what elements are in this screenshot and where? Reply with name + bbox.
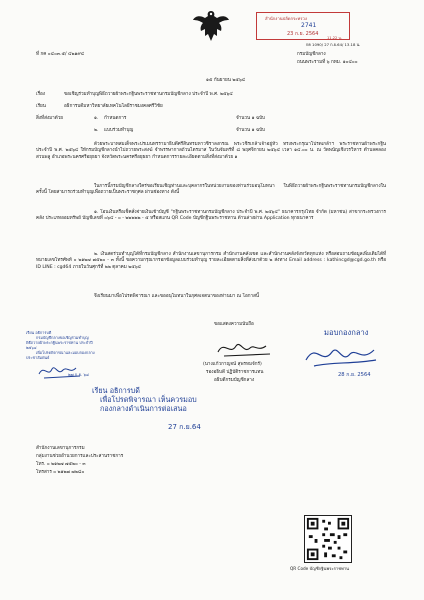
subject-text: ขอเชิญร่วมทำบุญพิธีถวายผ้าพระกฐินพระราชทานกรมบัญชีกลาง ประจำปี พ.ศ. ๒๕๖๔ <box>64 92 233 97</box>
letter-date: ๑๕ กันยายน ๒๕๖๔ <box>206 78 246 83</box>
enclosure-2-name: แบบร่วมทำบุญ <box>104 128 134 133</box>
stamp-extra: กค 1090/ 27 ก.ย.64/ 13.18 น. <box>306 42 361 47</box>
footer-dept: สำนักงานเลขานุการกรม <box>36 446 85 451</box>
body-paragraph-3: ๑. โอนเงินหรือเช็คสั่งจ่ายเงินเข้าบัญชี "กฐินพระราชทานกรมบัญชีกลาง ประจำปี พ.ศ. ๒๕๖๔" ธนาคารกรุงไทย จำกัด (มหาชน) สาขากระทรวงการคลัง ประเภทออมทรัพย์ บัญชีเลขที่ ๐๖๔ - ๐ - ๒๒๒๒๒ - ๕ หรือสแกน QR Code บัญชีกฐินพระราชทาน ด้านล่างผ่าน Application ทุกธนาคาร <box>36 210 386 222</box>
footer-fax: โทรสาร ๐ ๒๑๒๗ ๗๒๘๐ <box>36 470 85 475</box>
right-annotation-text: มอบกองกลาง <box>324 328 369 337</box>
qr-caption: QR Code บัญชีกฐินพระราชทาน <box>290 566 350 571</box>
enclosure-1-qty: จำนวน ๑ ฉบับ <box>236 116 265 121</box>
approval-note <box>92 386 252 413</box>
body-paragraph-5: จึงเรียนมาเพื่อโปรดพิจารณา และขออนุโมทนาในกุศลเจตนาของท่านมา ณ โอกาสนี้ <box>94 294 260 299</box>
left-note-line: กรมบัญชีกลางขอเชิญร่วมทำบุญ <box>36 335 89 340</box>
body-paragraph-2: ในการนี้กรมบัญชีกลางใคร่ขอเรียนเชิญท่านและบุคลากรในหน่วยงานของท่านร่วมอนุโมทนา ในพิธีถวายผ้าพระกฐินพระราชทานกรมบัญชีกลางในครั้งนี้ โดยสามารถร่วมทำบุญเพื่อถวายเป็นพระราชกุศล ผ่านช่องทาง ดังนี้ <box>36 184 386 196</box>
approval-line-3: กองกลางดำเนินการต่อเสนอ <box>100 404 187 413</box>
recipient-label: เรียน <box>36 104 46 109</box>
signer-title-1: รองอธิบดี ปฏิบัติราชการแทน <box>206 370 264 375</box>
body-paragraph-4: ๒. เงินสดร่วมทำบุญได้ที่กรมบัญชีกลาง สำนักงานเลขานุการกรม สำนักงานคลังเขต และสำนักงานคลังจังหวัดทุกแห่ง หรือสอบถามข้อมูลเพิ่มเติมได้ที่หมายเลขโทรศัพท์ ๐ ๒๑๒๗ ๗๕๒๐ - ๓ ทั้งนี้ ขอความกรุณากรอกข้อมูลแบบร่วมทำบุญ รายละเอียดตามสิ่งที่ส่งมาด้วย ๒ ส่งทาง Email address : kathincgd@cgd.go.th หรือ ID LINE : cgd64 ภายในวันศุกร์ที่ ๒๒ ตุลาคม ๒๕๖๔ <box>36 252 386 270</box>
left-note-line: เพื่อโปรดพิจารณาและมอบกองกลาง <box>36 350 95 355</box>
left-note-date: ๒๗ ก.ย. ๖๔ <box>68 372 90 377</box>
approval-line-2: เพื่อโปรดพิจารณา เห็นควรมอบ <box>100 395 197 404</box>
sender-org: กรมบัญชีกลาง <box>297 52 326 57</box>
enclosure-2-qty: จำนวน ๑ ฉบับ <box>236 128 265 133</box>
approval-line-1: เรียน อธิการบดี <box>92 386 140 395</box>
left-note-line: ๒๕๖๔ <box>26 345 37 350</box>
right-annotation-signature <box>302 340 380 370</box>
sender-address: ถนนพระรามที่ ๖ กทม. ๑๐๔๐๐ <box>297 60 358 65</box>
approval-date: 27 ก.ย.64 <box>168 423 201 431</box>
signer-title-2: อธิบดีกรมบัญชีกลาง <box>214 378 255 383</box>
left-note-line: ประชาสัมพันธ์ <box>26 355 50 360</box>
footer-tel: โทร. ๐ ๒๑๒๗ ๗๕๒๐ - ๓ <box>36 462 86 467</box>
stamp-number: 2741 <box>301 22 317 29</box>
left-annotation <box>26 330 146 360</box>
left-note-line: เรียน อธิการบดี <box>26 330 52 335</box>
enclosure-2-num: ๒. <box>94 128 99 133</box>
received-stamp <box>256 12 350 40</box>
stamp-date: 23 ก.ย. 2564 <box>287 31 319 37</box>
subject-label: เรื่อง <box>36 92 46 97</box>
qr-code-icon <box>304 515 352 563</box>
garuda-emblem-icon <box>191 8 231 44</box>
recipient-text: อธิการบดีมหาวิทยาลัยเทคโนโลยีราชมงคลศรีวิชัย <box>64 104 163 109</box>
enclosure-1-name: กำหนดการ <box>104 116 127 121</box>
signer-signature <box>214 336 274 360</box>
enclosure-1-num: ๑. <box>94 116 99 121</box>
footer-group: กลุ่มงานช่วยอำนวยการและประสานราชการ <box>36 454 124 459</box>
closing-regards: ขอแสดงความนับถือ <box>214 322 254 327</box>
stamp-org: สำนักงานปลัดกระทรวง <box>265 16 307 21</box>
left-note-line: พิธีถวายผ้าพระกฐินพระราชทาน ประจำปี <box>26 340 93 345</box>
stamp-time: 11.22 น. <box>327 36 343 40</box>
left-note-signature <box>36 360 86 382</box>
reference-number: ที่ กค ๐๔๐๓.๕/ ๔๒๑๙๔ <box>36 52 85 57</box>
signer-name: (นางแก้วกาญจน์ สุพรหมจักร์) <box>203 362 262 367</box>
right-annotation-date: 28 ก.ย. 2564 <box>338 372 371 378</box>
body-paragraph-1: ด้วยพระบาทสมเด็จพระปรเมนทรรามาธิบดีศรีสินทรมหาวชิราลงกรณ พระวชิรเกล้าเจ้าอยู่หัว ทรงพระกรุณาโปรดเกล้าฯ พระราชทานผ้าพระกฐิน ประจำปี พ.ศ. ๒๕๖๔ ให้กรมบัญชีกลางนำไปถวายพระสงฆ์ จำพรรษากาลถ้วนไตรมาส ในวันจันทร์ที่ ๘ พฤศจิกายน ๒๕๖๔ เวลา ๑๔.๐๐ น. ณ วัดพนัญเชิงวรวิหาร ตำบลคลองสวนพลู อำเภอพระนครศรีอยุธยา จังหวัดพระนครศรีอยุธยา กำหนดการรายละเอียดตามสิ่งที่ส่งมาด้วย ๑ <box>36 142 386 160</box>
enclosures-label: สิ่งที่ส่งมาด้วย <box>36 116 63 121</box>
